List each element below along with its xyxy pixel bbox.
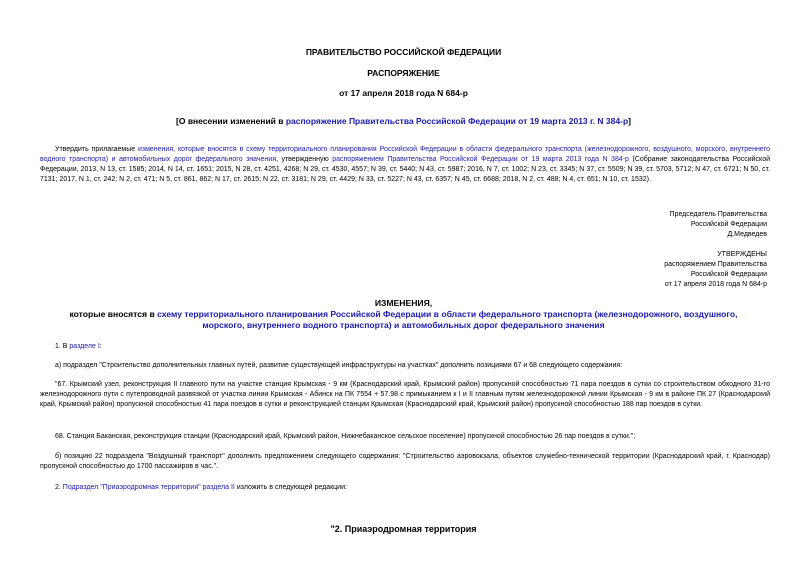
subject-prefix: [О внесении изменений в xyxy=(176,116,286,126)
intro-text-1: Утвердить прилагаемые xyxy=(55,146,138,153)
signature-line-3: Д.Медведев xyxy=(727,231,767,238)
item-1-number: 1. В xyxy=(55,343,70,350)
item-2 xyxy=(40,483,770,493)
section-1-link[interactable]: разделе I xyxy=(69,343,100,350)
position-68: 68. Станция Баканская, реконструкция станции (Краснодарский край, Крымский район, Нижнебаканское сельское поселение) пропускной способностью 26 пар поездов в сутки."; xyxy=(55,433,636,440)
approval-line-2: распоряжением Правительства xyxy=(664,261,767,268)
item-1-suffix: : xyxy=(99,343,102,350)
item-1 xyxy=(40,342,770,352)
subject-link[interactable]: распоряжение Правительства Российской Федерации от 19 марта 2013 г. N 384-р xyxy=(285,116,629,126)
section-2-title: "2. Приаэродромная территория xyxy=(330,524,477,534)
changes-subtitle xyxy=(60,309,747,331)
position-67: "67. Крымский узел, реконструкция II главного пути на участке станция Крымская - 9 км (Краснодарский край, Крымский район) пропускной способностью 71 пара поездов в сутки со строительством обходного 31-го железнодорожного пути с путепроводной развязкой от участка линии Крымская - Абинск на ПК 7554 + 57.98 с примыканием к I и II главным путям железнодорожной линии Крымская - 9 км в районе ПК 27 (Краснодарский край, Крымский район) пропускной способностью 41 пара поездов в сутки и реконструкцией станции Крымская (Краснодарский край, Крымский район) пропускной способностью 188 пар поездов в сутки. xyxy=(40,381,770,408)
intro-paragraph xyxy=(40,145,770,185)
government-title: ПРАВИТЕЛЬСТВО РОССИЙСКОЙ ФЕДЕРАЦИИ xyxy=(305,47,502,57)
item-1a: а) подраздел "Строительство дополнительных главных путей, развитие существующей инфраструктуры на участках" дополнить позициями 67 и 68 следующего содержания: xyxy=(55,362,623,369)
changes-subtitle-prefix: которые вносятся в xyxy=(69,309,158,319)
intro-order-link[interactable]: распоряжением Правительства Российской Федерации от 19 марта 2013 года N 384-р xyxy=(332,156,629,163)
subsection-link[interactable]: Подраздел "Приаэродромная территория" раздела II xyxy=(62,484,235,491)
document-date-number: от 17 апреля 2018 года N 684-р xyxy=(339,88,468,98)
item-1b: б) позицию 22 подраздела "Воздушный транспорт" дополнить предложением следующего содержания: "Строительство аэровокзала, объектов служебно-технической территории (Краснодарский край, г. Краснодар) пропускной способностью до 1700 пассажиров в час.". xyxy=(40,453,770,470)
changes-scheme-link[interactable]: схему территориального планирования Российской Федерации в области федерального транспорта (железнодорожного, воздушного, морского, внутреннего водного транспорта) и автомобильных дорог федерального значения xyxy=(157,309,738,330)
intro-text-3: (Собрание законодательства Российской Федерации, 2013, N 13, ст. 1585; 2014, N 14, ст. 1651; 2015, N 28, ст. 4251, 4268; N 29, ст. 4530, 4557; N 39, ст. 5440; N 43, ст. 5987; 2016, N 7, ст. 1002; N 23, ст. 3345; N 37, ст. 5509; N 39, ст. 5703, 5712; N 47, ст. 6721; N 50, ст. 7131; 2017, N 1, ст. 242; N 2, ст. 471; N 5, ст. 861, 862; N 17, ст. 2615; N 22, ст. 3181; N 29, ст. 4429; N 33, ст. 5227; N 43, ст. 6357; N 45, ст. 6688; 2018, N 2, ст. 488; N 4, ст. 651; N 10, ст. 1532). xyxy=(40,156,771,183)
signature-line-1: Председатель Правительства xyxy=(669,211,767,218)
signature-block xyxy=(670,210,767,240)
intro-changes-link[interactable]: изменения, которые вносятся в схему территориального планирования Российской Федерации в области федерального транспорта (железнодорожного, воздушного, морского, внутреннего водного транспорта) и автомобильных дорог федерального значения xyxy=(40,146,770,163)
document-type: РАСПОРЯЖЕНИЕ xyxy=(367,68,440,78)
approval-block xyxy=(664,250,767,290)
item-2-suffix: изложить в следующей редакции: xyxy=(234,484,347,491)
item-2-number: 2. xyxy=(55,484,63,491)
signature-line-2: Российской Федерации xyxy=(690,221,767,228)
changes-heading: ИЗМЕНЕНИЯ, xyxy=(374,298,433,308)
subject-suffix: ] xyxy=(628,116,631,126)
approval-line-4: от 17 апреля 2018 года N 684-р xyxy=(664,281,767,288)
intro-text-2: , утвержденную xyxy=(276,156,333,163)
approval-line-1: УТВЕРЖДЕНЫ xyxy=(717,251,767,258)
document-subject xyxy=(0,116,807,126)
approval-line-3: Российской Федерации xyxy=(690,271,767,278)
